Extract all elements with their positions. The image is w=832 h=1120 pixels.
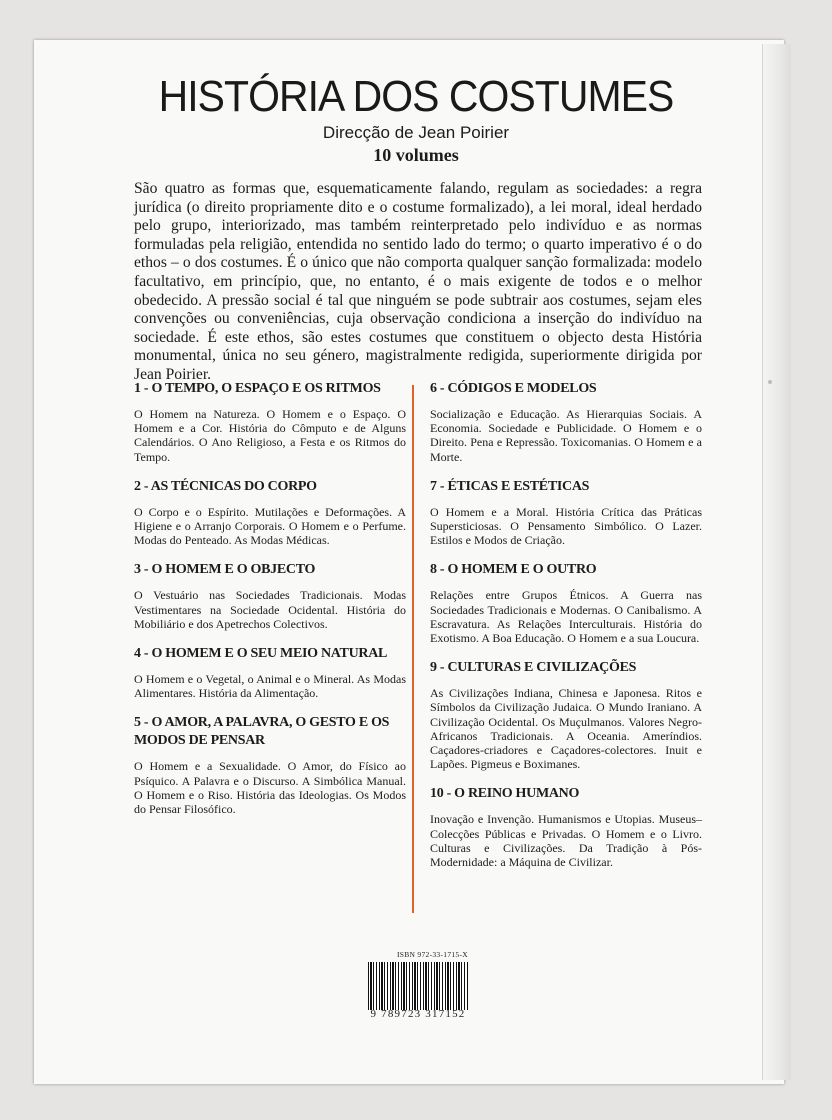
volume-title: 9 - CULTURAS E CIVILIZAÇÕES [430, 660, 637, 676]
volume-section [430, 561, 702, 645]
volume-description: O Homem e o Vegetal, o Animal e o Mineral. As Modas Alimentares. História da Alimentação. [134, 672, 406, 701]
volume-section [134, 645, 406, 700]
volume-section [430, 659, 702, 771]
volume-title: 8 - O HOMEM E O OUTRO [430, 562, 597, 578]
barcode [368, 950, 468, 1020]
volume-description: As Civilizações Indiana, Chinesa e Japonesa. Ritos e Símbolos da Civilização Judaica. O Mundo Iraniano. A Civilização Ocidental. Os Muçulmanos. Valores Negro-Africanos Tradicionais. A Oceania. Ameríndios. Caçadores-criadores e Caçadores-colectores. Inuit e Lapões. Pigmeus e Boximanes. [430, 686, 702, 772]
volume-description: O Homem e a Sexualidade. O Amor, do Físico ao Psíquico. A Palavra e o Discurso. A Simbólica Manual. O Homem e o Riso. História das Ideologias. Os Modos do Pensar Filosófico. [134, 759, 406, 817]
volume-title: 6 - CÓDIGOS E MODELOS [430, 381, 597, 396]
spine-mark [768, 380, 772, 384]
volume-title: 3 - O HOMEM E O OBJECTO [134, 562, 316, 578]
barcode-number: 9 789723 317152 [370, 1008, 466, 1020]
volume-section [134, 380, 406, 464]
volume-section [430, 380, 702, 464]
volume-description: O Homem e a Moral. História Crítica das Práticas Supersticiosas. O Pensamento Simbólico. O Lazer. Estilos e Modos de Criação. [430, 504, 702, 548]
intro-paragraph [134, 180, 702, 385]
book-spine-edge [762, 44, 791, 1080]
volume-description: Relações entre Grupos Étnicos. A Guerra nas Sociedades Tradicionais e Modernas. O Canibalismo. A Escravatura. As Relações Interculturais. História do Exotismo. A Boa Educação. O Homem e a sua Loucura. [430, 588, 702, 646]
left-column [134, 380, 406, 830]
volume-title: 7 - ÉTICAS E ESTÉTICAS [430, 478, 590, 494]
right-column [430, 380, 702, 883]
volume-description: O Vestuário nas Sociedades Tradicionais. Modas Vestimentares na Sociedade Ocidental. História do Mobiliário e dos Apetrechos Colectivos. [134, 588, 406, 631]
intro-text: São quatro as formas que, esquematicamente falando, regulam as sociedades: a regra jurídica (o direito propriamente dito e o costume formalizado), a lei moral, ideal herdado pelo grupo, interiorizado, mas também reinterpretado pelo indivíduo e as normas formuladas pela religião, entendida no sentido lado do termo; o quarto imperativo é o do ethos – o dos costumes. É o único que não comporta qualquer sanção formalizada: modelo facultativo, em princípio, que, no entanto, é o mais exigente de todos e o melhor obedecido. A pressão social é tal que ninguém se pode subtrair aos costumes, sejam eles convenções ou conveniências, cuja observação condiciona a inserção do indivíduo na sociedade. É este ethos, são estes costumes que constituem o objecto desta História monumental, única no seu género, magistralmente redigida, superiormente dirigida por Jean Poirier. [134, 180, 702, 383]
volume-title: 5 - O AMOR, A PALAVRA, O GESTO E OS MODOS DE PENSAR [134, 715, 390, 749]
volume-title: 1 - O TEMPO, O ESPAÇO E OS RITMOS [134, 381, 381, 396]
volume-description: Inovação e Invenção. Humanismos e Utopias. Museus–Colecções Públicas e Privadas. O Homem e o Livro. Culturas e Civilizações. Da Tradição à Pós-Modernidade: a Máquina de Civilizar. [430, 812, 702, 870]
volume-section [134, 478, 406, 548]
volume-title: 2 - AS TÉCNICAS DO CORPO [134, 478, 317, 494]
volume-description: O Homem na Natureza. O Homem e o Espaço. O Homem e a Cor. História do Cômputo e de Alguns Calendários. O Ano Religioso, a Festa e os Ritmos do Tempo. [134, 407, 406, 464]
volume-title: 10 - O REINO HUMANO [430, 786, 580, 802]
book-subtitle: Direcção de Jean Poirier [322, 123, 510, 142]
volume-count: 10 volumes [373, 145, 459, 165]
volume-section [134, 561, 406, 631]
volume-section [430, 478, 702, 548]
volume-section [134, 714, 406, 816]
volume-section [430, 785, 702, 869]
book-title: HISTÓRIA DOS COSTUMES [158, 72, 674, 121]
column-divider [412, 385, 414, 913]
barcode-bars [368, 962, 468, 1010]
volume-title: 4 - O HOMEM E O SEU MEIO NATURAL [134, 646, 388, 662]
volume-description: Socialização e Educação. As Hierarquias Sociais. A Economia. Sociedade e Publicidade. O Homem e o Direito. Pena e Repressão. Toxicomanias. O Homem e a Morte. [430, 407, 702, 464]
volume-description: O Corpo e o Espírito. Mutilações e Deformações. A Higiene e o Arranjo Corporais. O Homem e o Perfume. Modas do Penteado. As Modas Médicas. [134, 504, 406, 548]
isbn-label: ISBN 972-33-1715-X [396, 950, 468, 959]
